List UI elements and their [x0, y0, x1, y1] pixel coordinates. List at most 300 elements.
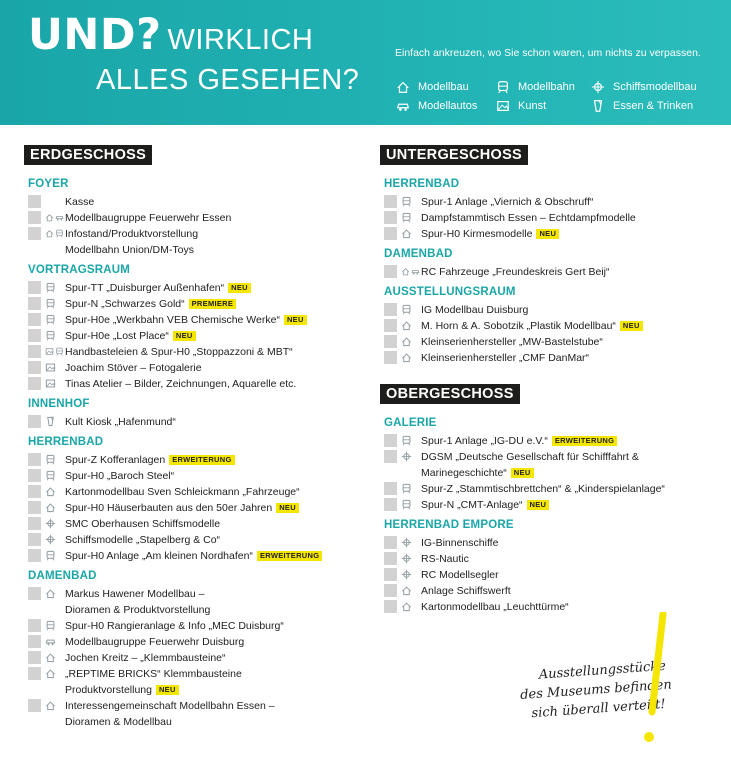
house-icon	[401, 352, 412, 363]
item-label-line: Spur-H0 „Baroch Steel“	[65, 470, 175, 482]
item-label-line: Tinas Atelier – Bilder, Zeichnungen, Aquarelle etc.	[65, 378, 297, 390]
item-label	[65, 312, 307, 328]
category-icons	[41, 296, 65, 311]
section	[24, 436, 364, 564]
checklist-item	[24, 210, 364, 226]
section	[24, 178, 364, 258]
checkbox[interactable]	[384, 351, 397, 364]
checkbox[interactable]	[28, 667, 41, 680]
item-label	[421, 194, 593, 210]
category-icons	[41, 698, 65, 713]
ship-wheel-icon	[401, 553, 412, 564]
art-icon	[45, 362, 56, 373]
category-icons	[41, 484, 65, 499]
title-und: UND?	[28, 10, 162, 60]
checkbox[interactable]	[28, 297, 41, 310]
item-label	[65, 360, 202, 376]
item-label	[65, 634, 244, 650]
ship-wheel-icon	[401, 537, 412, 548]
item-label	[65, 210, 231, 226]
item-label	[65, 516, 220, 532]
floor-heading: OBERGESCHOSS	[380, 384, 520, 404]
upper-lower-floors-column	[380, 145, 720, 621]
category-icons	[397, 302, 421, 317]
house-icon	[401, 228, 412, 239]
item-label-line: Spur-Z „Stammtischbrettchen“ & „Kinderspielanlage“	[421, 483, 665, 495]
item-label	[421, 433, 617, 449]
legend-item	[590, 99, 710, 113]
checkbox[interactable]	[384, 319, 397, 332]
item-label-line: Spur-H0e „Werkbahn VEB Chemische Werke“ NEU	[65, 312, 307, 328]
checklist-item	[380, 481, 720, 497]
item-label-line: SMC Oberhausen Schiffsmodelle	[65, 518, 221, 530]
item-label-line: Spur-H0 Häuserbauten aus den 50er Jahren NEU	[65, 500, 299, 516]
train-icon	[401, 499, 412, 510]
checkbox[interactable]	[28, 361, 41, 374]
checkbox[interactable]	[28, 329, 41, 342]
checklist-item	[24, 452, 364, 468]
section-title: GALERIE	[384, 417, 437, 429]
item-label	[421, 567, 499, 583]
checkbox[interactable]	[384, 303, 397, 316]
note-line: des Museums befinden	[519, 677, 673, 703]
category-icons	[397, 449, 421, 464]
item-label	[65, 414, 176, 430]
section	[380, 286, 720, 366]
train-icon	[495, 80, 511, 94]
checkbox[interactable]	[28, 313, 41, 326]
category-icons	[397, 567, 421, 582]
category-icons	[41, 328, 65, 343]
item-label-line: Spur-H0e „Lost Place“ NEU	[65, 328, 196, 344]
checklist-item	[24, 484, 364, 500]
checklist-item	[380, 350, 720, 366]
item-label-line: Infostand/Produktvorstellung	[65, 228, 199, 240]
item-label	[65, 484, 300, 500]
checklist-item	[24, 376, 364, 392]
checklist-item	[24, 666, 364, 698]
train-icon	[401, 304, 412, 315]
item-label	[65, 468, 174, 484]
item-label-line: Joachim Stöver – Fotogalerie	[65, 362, 202, 374]
section	[380, 519, 720, 615]
checklist-item	[24, 468, 364, 484]
car-icon	[55, 212, 64, 223]
item-label	[65, 650, 226, 666]
item-label	[65, 194, 94, 210]
item-label-line: Handbasteleien & Spur-H0 „Stoppazzoni & MBT“	[65, 346, 293, 358]
section-title: HERRENBAD	[384, 178, 460, 190]
checkbox[interactable]	[384, 600, 397, 613]
house-icon	[45, 502, 56, 513]
item-label-line: Kasse	[65, 196, 95, 208]
art-icon	[45, 346, 54, 357]
ship-wheel-icon	[590, 80, 606, 94]
legend-item	[495, 99, 590, 113]
art-icon	[495, 99, 511, 113]
title-line-1	[28, 10, 313, 60]
item-label	[65, 586, 210, 618]
handwritten-note	[518, 653, 721, 724]
house-icon	[45, 228, 54, 239]
legend-label: Modellbau	[418, 81, 469, 93]
checkbox[interactable]	[384, 498, 397, 511]
item-label	[65, 452, 235, 468]
checklist-item	[24, 532, 364, 548]
checklist-item	[380, 449, 720, 481]
exclamation-mark-icon	[630, 612, 670, 752]
item-label-line: „REPTIME BRICKS“ Klemmbausteine	[65, 668, 242, 680]
item-label-line: Spur-Z Kofferanlagen ERWEITERUNG	[65, 452, 235, 468]
checkbox[interactable]	[28, 469, 41, 482]
item-label-line: RS-Nautic	[421, 553, 469, 565]
category-icons	[41, 280, 65, 295]
checklist-item	[380, 226, 720, 242]
checklist-item	[24, 360, 364, 376]
checkbox[interactable]	[28, 619, 41, 632]
train-icon	[45, 454, 56, 465]
section	[380, 248, 720, 280]
category-icons	[41, 344, 65, 359]
item-label	[65, 376, 296, 392]
section-title: VORTRAGSRAUM	[28, 264, 131, 276]
checklist-item	[24, 634, 364, 650]
checklist-item	[24, 548, 364, 564]
checklist-item	[380, 318, 720, 334]
checklist-item	[380, 334, 720, 350]
checklist-item	[380, 567, 720, 583]
item-label-line: Spur-H0 Anlage „Am kleinen Nordhafen“ ERWEITERUNG	[65, 548, 322, 564]
header-banner	[0, 0, 731, 125]
house-icon	[45, 486, 56, 497]
category-icons	[397, 599, 421, 614]
checklist-item	[380, 583, 720, 599]
house-icon	[401, 601, 412, 612]
status-badge: ERWEITERUNG	[169, 455, 234, 465]
icon-legend	[395, 80, 715, 113]
category-icons	[397, 318, 421, 333]
house-icon	[401, 336, 412, 347]
checkbox[interactable]	[384, 482, 397, 495]
item-label	[421, 481, 665, 497]
section	[24, 398, 364, 430]
ship-wheel-icon	[45, 518, 56, 529]
item-label	[421, 583, 511, 599]
category-icons	[41, 618, 65, 633]
item-label	[65, 532, 220, 548]
checklist-item	[380, 551, 720, 567]
checkbox[interactable]	[384, 552, 397, 565]
car-icon	[411, 266, 420, 277]
item-label-line: Kartonmodellbau Sven Schleickmann „Fahrzeuge“	[65, 486, 300, 498]
checkbox[interactable]	[384, 265, 397, 278]
item-label-line: IG-Binnenschiffe	[421, 537, 499, 549]
checklist-item	[24, 586, 364, 618]
checklist-item	[24, 280, 364, 296]
category-icons	[41, 500, 65, 515]
status-badge: NEU	[511, 468, 534, 478]
status-badge: NEU	[276, 503, 299, 513]
item-label	[421, 497, 549, 513]
item-label	[65, 280, 251, 296]
checkbox[interactable]	[28, 211, 41, 224]
food-icon	[590, 99, 606, 113]
train-icon	[401, 196, 412, 207]
item-label	[65, 296, 236, 312]
checkbox[interactable]	[384, 195, 397, 208]
item-label-line: Kleinserienhersteller „MW-Bastelstube“	[421, 336, 603, 348]
train-icon	[45, 330, 56, 341]
train-icon	[45, 314, 56, 325]
house-icon	[45, 700, 56, 711]
item-label-line: Kult Kiosk „Hafenmund“	[65, 416, 176, 428]
item-label	[65, 226, 198, 258]
item-label-line: Modellbaugruppe Feuerwehr Duisburg	[65, 636, 245, 648]
checklist-item	[24, 698, 364, 730]
category-icons	[41, 666, 65, 681]
item-label-line: RC Fahrzeuge „Freundeskreis Gert Beij“	[421, 266, 610, 278]
item-label	[421, 535, 498, 551]
floor-heading: UNTERGESCHOSS	[380, 145, 528, 165]
house-icon	[401, 320, 412, 331]
item-label-line: Spur-H0 Rangieranlage & Info „MEC Duisburg“	[65, 620, 284, 632]
item-label-line: Spur-N „CMT-Anlage“ NEU	[421, 497, 549, 513]
checkbox[interactable]	[28, 533, 41, 546]
item-label-line: Modellbahn Union/DM-Toys	[65, 244, 194, 256]
category-icons	[41, 586, 65, 601]
category-icons	[397, 497, 421, 512]
checkbox[interactable]	[28, 345, 41, 358]
item-label	[421, 599, 569, 615]
checklist-item	[24, 414, 364, 430]
ship-wheel-icon	[45, 534, 56, 545]
checklist-item	[24, 618, 364, 634]
legend-item	[495, 80, 590, 94]
item-label-line: Marinegeschichte“ NEU	[421, 465, 639, 481]
checkbox[interactable]	[28, 485, 41, 498]
item-label-line: Kleinserienhersteller „CMF DanMar“	[421, 352, 590, 364]
item-label-line: Spur-N „Schwarzes Gold“ PREMIERE	[65, 296, 236, 312]
item-label-line: Jochen Kreitz – „Klemmbausteine“	[65, 652, 226, 664]
legend-item	[395, 99, 495, 113]
category-icons	[41, 452, 65, 467]
category-icons	[397, 583, 421, 598]
item-label-line: IG Modellbau Duisburg	[421, 304, 529, 316]
train-icon	[55, 228, 64, 239]
status-badge: NEU	[527, 500, 550, 510]
legend-label: Kunst	[518, 100, 547, 112]
checkbox[interactable]	[384, 450, 397, 463]
item-label-line: Spur-1 Anlage „Viernich & Obschruff“	[421, 196, 594, 208]
train-icon	[45, 470, 56, 481]
checkbox[interactable]	[28, 635, 41, 648]
category-icons	[41, 210, 65, 225]
item-label	[65, 500, 299, 516]
category-icons	[41, 650, 65, 665]
category-icons	[41, 468, 65, 483]
train-icon	[45, 282, 56, 293]
section	[24, 570, 364, 730]
category-icons	[41, 360, 65, 375]
section-title: INNENHOF	[28, 398, 90, 410]
checklist-item	[24, 344, 364, 360]
checkbox[interactable]	[28, 501, 41, 514]
checklist-item	[24, 516, 364, 532]
note-line: sich überall verteilt!	[531, 696, 667, 722]
food-icon	[45, 416, 56, 427]
legend-item	[395, 80, 495, 94]
item-label	[421, 334, 603, 350]
category-icons	[397, 226, 421, 241]
status-badge: PREMIERE	[189, 299, 237, 309]
item-label	[65, 548, 322, 564]
legend-label: Modellautos	[418, 100, 478, 112]
category-icons	[397, 194, 421, 209]
train-icon	[55, 346, 64, 357]
house-icon	[395, 80, 411, 94]
status-badge: NEU	[620, 321, 643, 331]
note-line: Ausstellungsstücke	[538, 658, 667, 683]
category-icons	[397, 264, 421, 279]
status-badge: ERWEITERUNG	[257, 551, 322, 561]
checkbox[interactable]	[384, 536, 397, 549]
checklist-item	[380, 535, 720, 551]
checkbox[interactable]	[384, 584, 397, 597]
item-label-line: DGSM „Deutsche Gesellschaft für Schifffahrt &	[421, 451, 639, 463]
status-badge: NEU	[228, 283, 251, 293]
train-icon	[45, 620, 56, 631]
status-badge: NEU	[173, 331, 196, 341]
checkbox[interactable]	[384, 568, 397, 581]
section	[380, 178, 720, 242]
checkbox[interactable]	[28, 195, 41, 208]
status-badge: NEU	[536, 229, 559, 239]
item-label	[421, 350, 589, 366]
ship-wheel-icon	[401, 451, 412, 462]
item-label	[65, 698, 275, 730]
item-label	[65, 344, 293, 360]
train-icon	[45, 550, 56, 561]
house-icon	[45, 212, 54, 223]
status-badge: NEU	[284, 315, 307, 325]
item-label-line: Spur-TT „Duisburger Außenhafen“ NEU	[65, 280, 251, 296]
item-label	[421, 210, 636, 226]
item-label	[421, 226, 559, 242]
legend-label: Modellbahn	[518, 81, 575, 93]
checklist-item	[24, 500, 364, 516]
item-label	[421, 449, 639, 481]
checkbox[interactable]	[28, 549, 41, 562]
section	[380, 417, 720, 513]
item-label	[421, 551, 469, 567]
checklist-item	[380, 194, 720, 210]
checkbox[interactable]	[28, 453, 41, 466]
item-label	[65, 328, 196, 344]
intro-text: Einfach ankreuzen, wo Sie schon waren, um nichts zu verpassen.	[395, 47, 701, 59]
legend-label: Essen & Trinken	[613, 100, 694, 112]
ship-wheel-icon	[401, 569, 412, 580]
category-icons	[397, 210, 421, 225]
category-icons	[41, 548, 65, 563]
item-label-line: Interessengemeinschaft Modellbahn Essen –	[65, 700, 275, 712]
section-title: AUSSTELLUNGSRAUM	[384, 286, 516, 298]
checkbox[interactable]	[28, 651, 41, 664]
train-icon	[401, 483, 412, 494]
item-label	[421, 264, 609, 280]
category-icons	[41, 194, 65, 209]
category-icons	[41, 414, 65, 429]
checklist-item	[380, 302, 720, 318]
item-label-line: Produktvorstellung NEU	[65, 682, 242, 698]
title-line-2: ALLES GESEHEN?	[96, 64, 360, 96]
category-icons	[41, 516, 65, 531]
status-badge: ERWEITERUNG	[552, 436, 617, 446]
house-icon	[45, 668, 56, 679]
category-icons	[397, 551, 421, 566]
checklist-item	[24, 312, 364, 328]
item-label-line: Schiffsmodelle „Stapelberg & Co“	[65, 534, 221, 546]
car-icon	[45, 636, 56, 647]
checkbox[interactable]	[384, 335, 397, 348]
checkbox[interactable]	[384, 434, 397, 447]
item-label-line: Markus Hawener Modellbau –	[65, 588, 205, 600]
checkbox[interactable]	[28, 517, 41, 530]
checklist-item	[24, 296, 364, 312]
item-label	[65, 666, 242, 698]
item-label-line: Spur-H0 Kirmesmodelle NEU	[421, 226, 559, 242]
item-label-line: Spur-1 Anlage „IG-DU e.V.“ ERWEITERUNG	[421, 433, 617, 449]
checkbox[interactable]	[28, 587, 41, 600]
checklist-item	[24, 650, 364, 666]
category-icons	[41, 634, 65, 649]
category-icons	[41, 312, 65, 327]
checklist-item	[24, 328, 364, 344]
category-icons	[41, 532, 65, 547]
checkbox[interactable]	[28, 281, 41, 294]
checkbox[interactable]	[384, 211, 397, 224]
item-label-line: Dioramen & Modellbau	[65, 716, 172, 728]
checkbox[interactable]	[28, 699, 41, 712]
checkbox[interactable]	[28, 377, 41, 390]
category-icons	[397, 481, 421, 496]
house-icon	[401, 266, 410, 277]
item-label-line: Dampfstammtisch Essen – Echtdampfmodelle	[421, 212, 636, 224]
category-icons	[41, 226, 65, 241]
status-badge: NEU	[156, 685, 179, 695]
item-label	[421, 318, 643, 334]
checkbox[interactable]	[384, 227, 397, 240]
art-icon	[45, 378, 56, 389]
house-icon	[45, 588, 56, 599]
item-label	[65, 618, 284, 634]
checkbox[interactable]	[28, 415, 41, 428]
checklist-item	[24, 226, 364, 258]
house-icon	[401, 585, 412, 596]
train-icon	[45, 298, 56, 309]
car-icon	[395, 99, 411, 113]
checklist-item	[380, 497, 720, 513]
checklist-item	[24, 194, 364, 210]
item-label-line: Dioramen & Produktvorstellung	[65, 604, 211, 616]
category-icons	[41, 376, 65, 391]
title-wirklich: WIRKLICH	[167, 24, 314, 56]
item-label-line: Modellbaugruppe Feuerwehr Essen	[65, 212, 232, 224]
category-icons	[397, 350, 421, 365]
category-icons	[397, 535, 421, 550]
section-title: DAMENBAD	[28, 570, 97, 582]
checkbox[interactable]	[28, 227, 41, 240]
checklist-item	[380, 264, 720, 280]
